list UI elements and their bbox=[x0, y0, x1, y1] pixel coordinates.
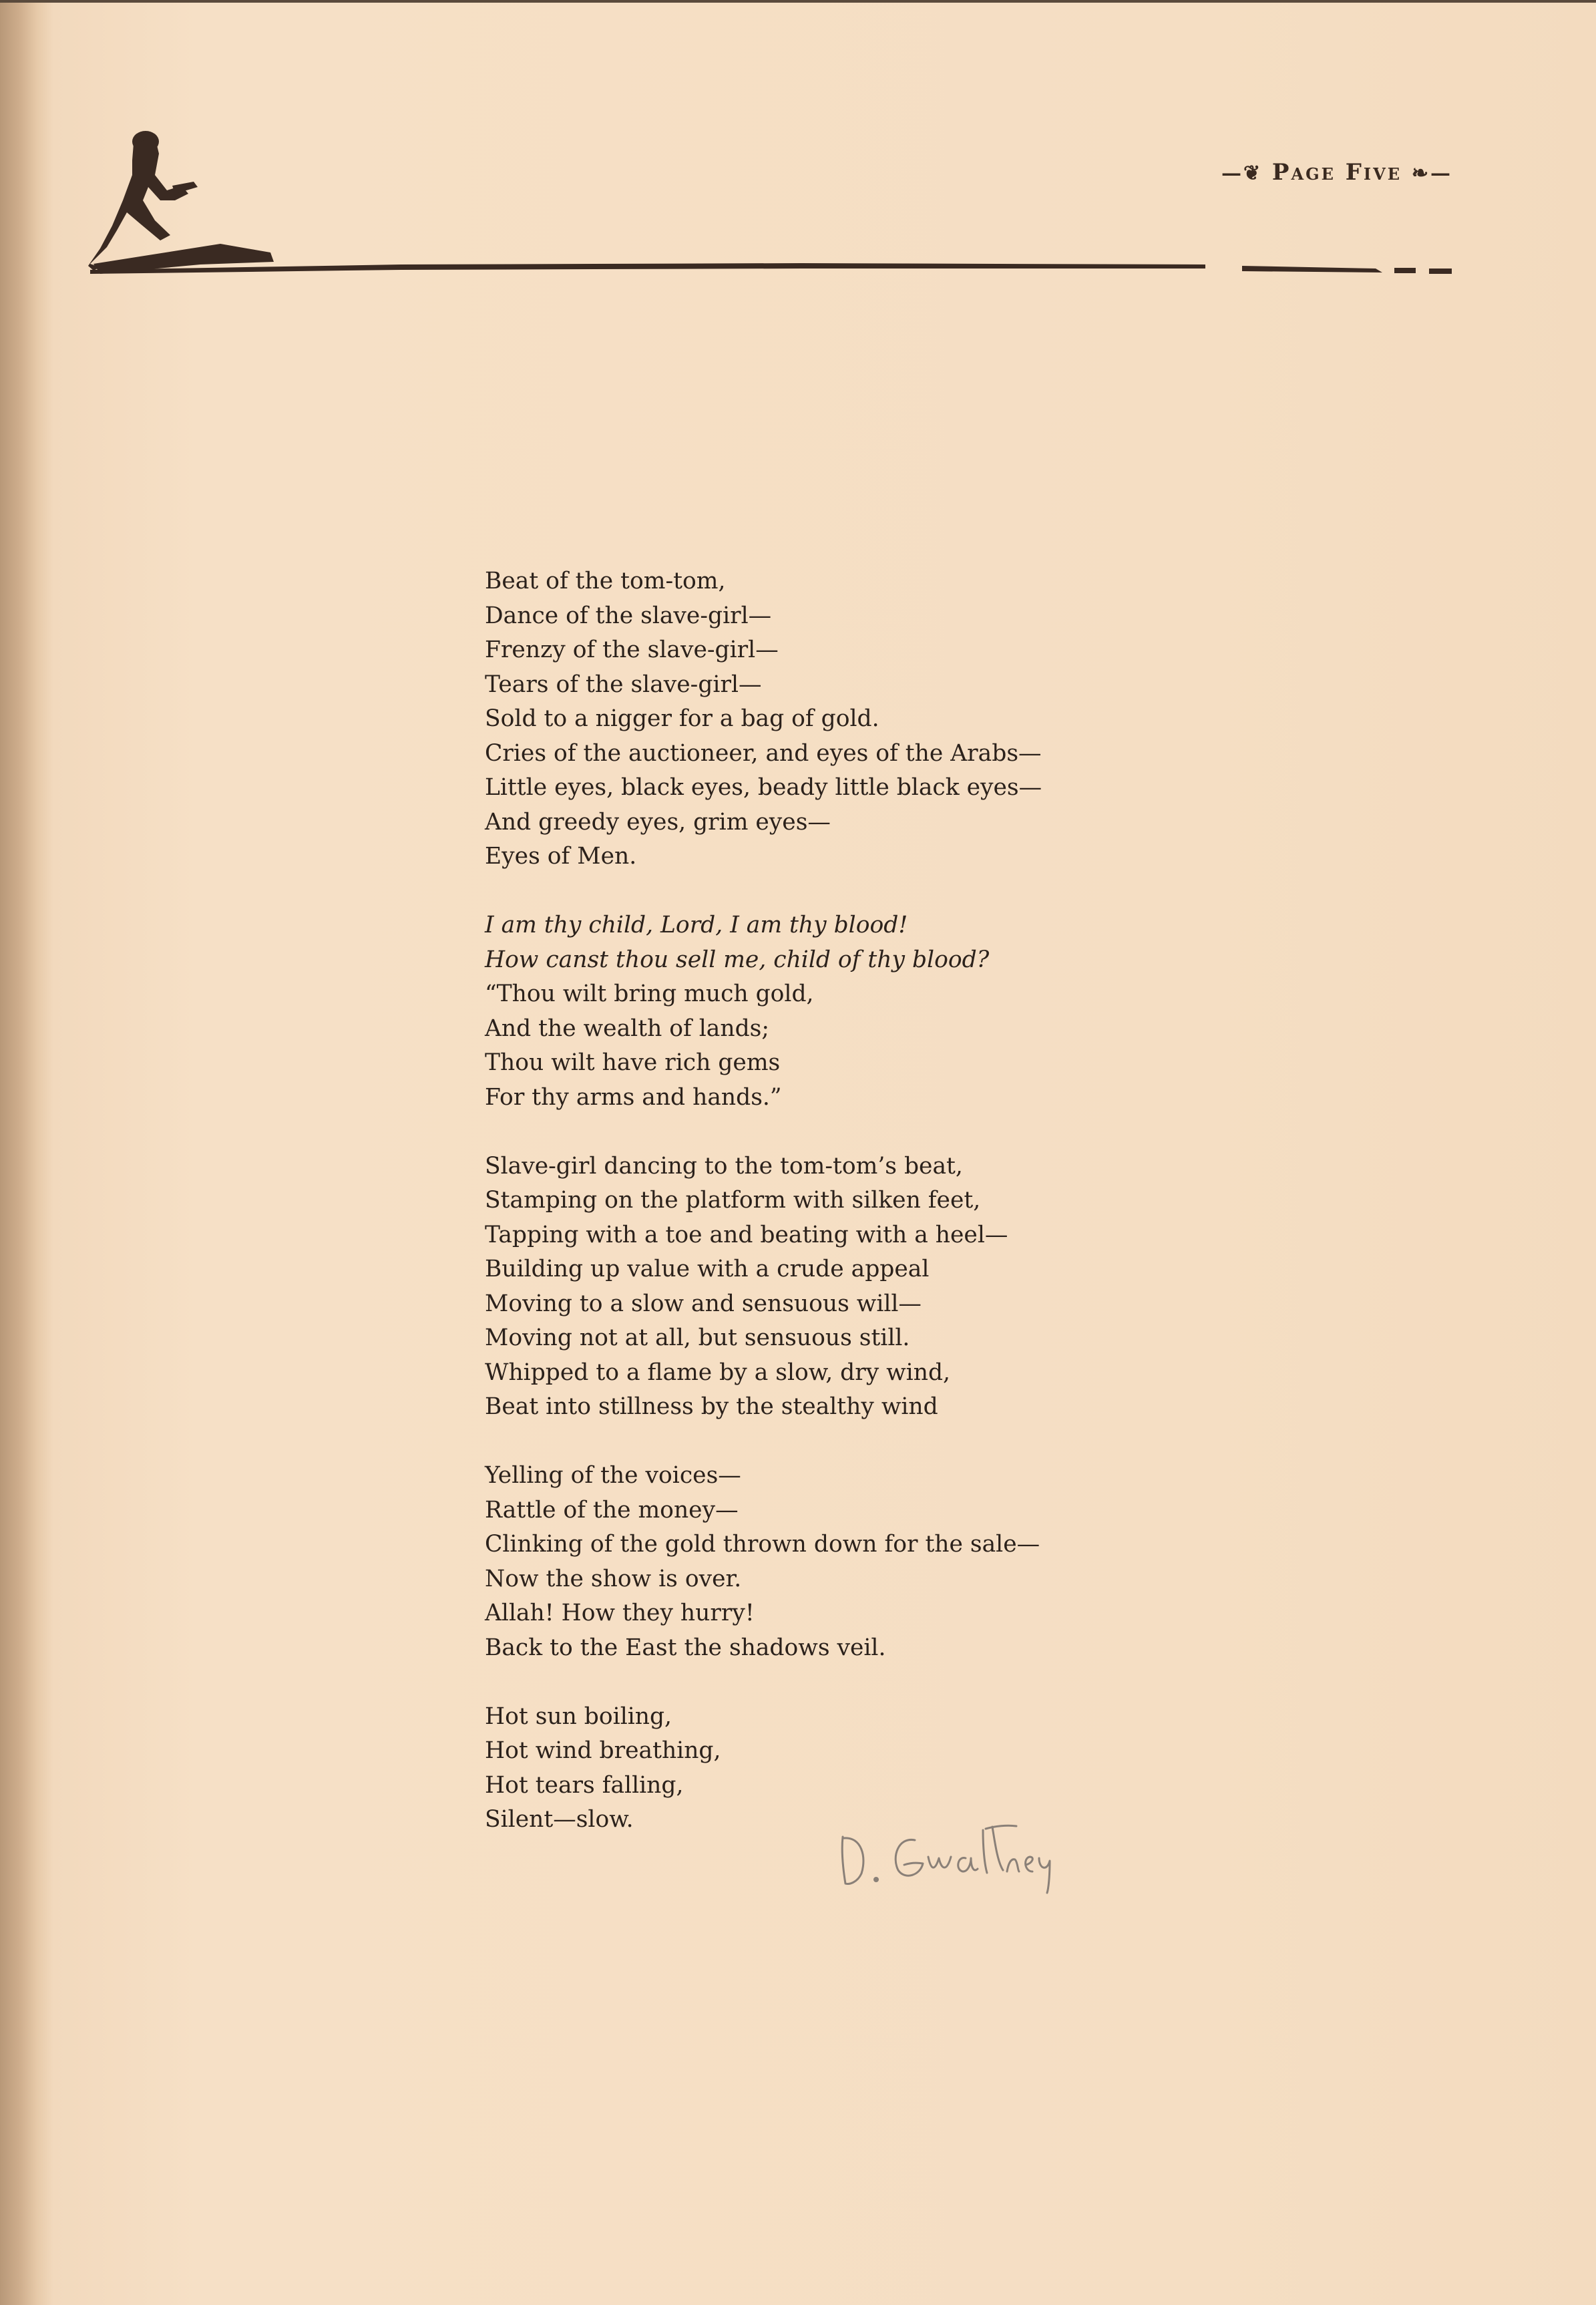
poem-line: Beat of the tom-tom, bbox=[485, 568, 726, 594]
poem-line: Tapping with a toe and beating with a heel— bbox=[485, 1221, 1008, 1248]
page-number-label bbox=[1221, 159, 1452, 186]
poem-line: Rattle of the money— bbox=[485, 1496, 739, 1524]
poem-line-italic: I am thy child, Lord, I am thy blood! bbox=[485, 912, 908, 938]
stanza-4 bbox=[485, 1459, 1219, 1665]
stanza-1 bbox=[485, 564, 1219, 874]
rule-dash-3 bbox=[1429, 269, 1452, 274]
poem-line: And greedy eyes, grim eyes— bbox=[485, 808, 831, 836]
poem-line: Dance of the slave-girl— bbox=[485, 602, 772, 629]
poem-line: Cries of the auctioneer, and eyes of the Arabs— bbox=[485, 739, 1042, 767]
poem-line-italic: How canst thou sell me, child of thy blood? bbox=[485, 946, 990, 973]
poem-line: Yelling of the voices— bbox=[485, 1462, 741, 1489]
stanza-3 bbox=[485, 1149, 1219, 1425]
page-number-text: Page Five bbox=[1271, 159, 1402, 186]
header-rule bbox=[0, 0, 1596, 307]
poem-line: Beat into stillness by the stealthy wind bbox=[485, 1393, 938, 1420]
rule-line bbox=[90, 263, 1205, 274]
poem-line: Whipped to a flame by a slow, dry wind, bbox=[485, 1359, 950, 1386]
poem-line: Back to the East the shadows veil. bbox=[485, 1634, 886, 1661]
poem-line: For thy arms and hands.” bbox=[485, 1083, 782, 1111]
stanza-2 bbox=[485, 908, 1219, 1115]
stanza-gap bbox=[485, 1115, 1219, 1149]
ornament-right-icon: ❧— bbox=[1411, 162, 1452, 185]
poem-line: Slave-girl dancing to the tom-tom’s beat, bbox=[485, 1152, 963, 1180]
stanza-gap bbox=[485, 1665, 1219, 1700]
poem-line: Stamping on the platform with silken feet, bbox=[485, 1187, 981, 1214]
handwritten-signature bbox=[835, 1810, 1102, 1897]
stanza-gap bbox=[485, 1425, 1219, 1459]
poem-line: Little eyes, black eyes, beady little black eyes— bbox=[485, 774, 1042, 801]
poem-line: Tears of the slave-girl— bbox=[485, 671, 762, 698]
poem-line: Frenzy of the slave-girl— bbox=[485, 637, 779, 663]
ornament-left-icon: —❦ bbox=[1221, 162, 1263, 185]
poem-line: Hot tears falling, bbox=[485, 1771, 684, 1799]
poem-line: Moving to a slow and sensuous will— bbox=[485, 1290, 922, 1317]
poem-line: Building up value with a crude appeal bbox=[485, 1256, 930, 1282]
poem-line: Thou wilt have rich gems bbox=[485, 1049, 781, 1076]
poem-line: Moving not at all, but sensuous still. bbox=[485, 1324, 910, 1351]
stanza-gap bbox=[485, 874, 1219, 909]
poem-line: And the wealth of lands; bbox=[485, 1015, 769, 1042]
rule-dash-1 bbox=[1242, 266, 1382, 273]
poem-line: Hot sun boiling, bbox=[485, 1703, 672, 1730]
poem-line: Allah! How they hurry! bbox=[485, 1600, 755, 1626]
poem-line: Hot wind breathing, bbox=[485, 1737, 721, 1764]
poem-line: “Thou wilt bring much gold, bbox=[485, 981, 814, 1007]
poem-line: Eyes of Men. bbox=[485, 843, 637, 870]
poem-line: Silent—slow. bbox=[485, 1806, 634, 1833]
poem bbox=[485, 564, 1219, 1837]
poem-line: Sold to a nigger for a bag of gold. bbox=[485, 705, 879, 732]
running-figure-icon bbox=[88, 131, 274, 274]
rule-dash-2 bbox=[1394, 268, 1416, 273]
poem-line: Clinking of the gold thrown down for the sale— bbox=[485, 1531, 1040, 1558]
poem-line: Now the show is over. bbox=[485, 1565, 742, 1592]
